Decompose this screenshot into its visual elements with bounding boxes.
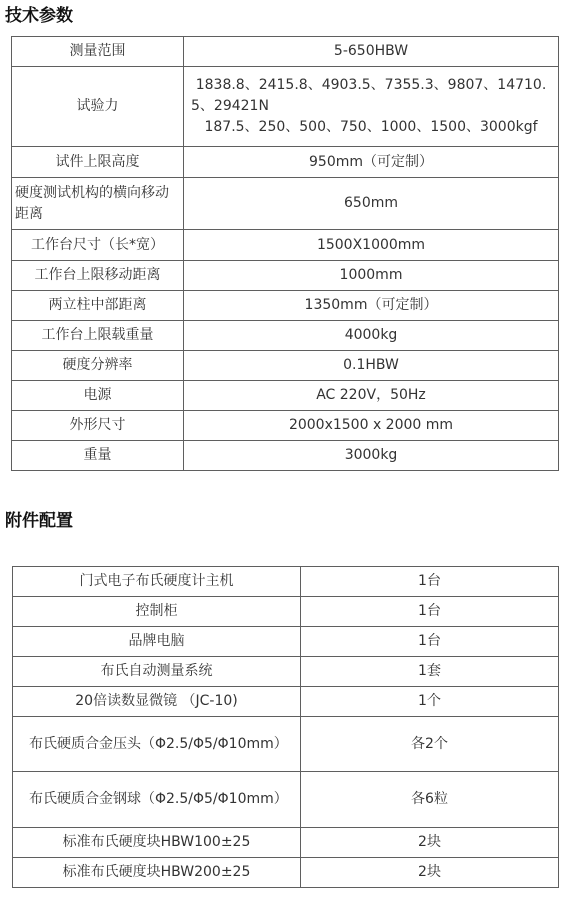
param-value: AC 220V，50Hz	[184, 381, 559, 411]
accessory-name: 布氏自动测量系统	[13, 657, 301, 687]
accessory-name: 标准布氏硬度块HBW100±25	[13, 828, 301, 858]
param-value-line: 187.5、250、500、750、1000、1500、3000kgf	[204, 119, 538, 135]
param-value: 650mm	[184, 178, 559, 230]
table-row	[12, 411, 559, 441]
param-name: 重量	[12, 441, 184, 471]
param-name: 电源	[12, 381, 184, 411]
table-row	[12, 441, 559, 471]
param-name: 硬度测试机构的横向移动距离	[12, 178, 184, 230]
table-row	[12, 178, 559, 230]
param-value-line: 1838.8、2415.8、4903.5、7355.3、9807、14710.	[195, 77, 547, 93]
table-row	[13, 687, 559, 717]
param-value: 1000mm	[184, 261, 559, 291]
accessory-qty: 2块	[301, 858, 559, 888]
accessory-qty: 1台	[301, 627, 559, 657]
accessory-name: 品牌电脑	[13, 627, 301, 657]
accessory-name: 布氏硬质合金压头（Φ2.5/Φ5/Φ10mm）	[13, 717, 301, 772]
table-row	[13, 657, 559, 687]
param-name: 试验力	[12, 67, 184, 147]
table-row	[12, 321, 559, 351]
accessory-qty: 1台	[301, 597, 559, 627]
param-value: 2000x1500 x 2000 mm	[184, 411, 559, 441]
table-row	[13, 567, 559, 597]
accessory-qty: 各2个	[301, 717, 559, 772]
param-name: 测量范围	[12, 37, 184, 67]
accessory-name: 门式电子布氏硬度计主机	[13, 567, 301, 597]
accessory-qty: 2块	[301, 828, 559, 858]
table-row	[12, 261, 559, 291]
table-row	[12, 147, 559, 178]
table-row	[12, 381, 559, 411]
param-name: 工作台上限移动距离	[12, 261, 184, 291]
table-row	[12, 37, 559, 67]
param-value	[184, 67, 559, 147]
param-value: 1350mm（可定制）	[184, 291, 559, 321]
param-value: 3000kg	[184, 441, 559, 471]
param-value: 950mm（可定制）	[184, 147, 559, 178]
table-row	[12, 67, 559, 147]
accessory-qty: 1套	[301, 657, 559, 687]
param-name: 工作台尺寸（长*宽）	[12, 230, 184, 261]
table-row	[13, 858, 559, 888]
param-value: 0.1HBW	[184, 351, 559, 381]
accessory-qty: 各6粒	[301, 772, 559, 828]
accessory-qty: 1台	[301, 567, 559, 597]
param-value: 1500X1000mm	[184, 230, 559, 261]
param-name: 工作台上限载重量	[12, 321, 184, 351]
param-name: 硬度分辨率	[12, 351, 184, 381]
tech-params-table	[11, 36, 559, 471]
table-row	[13, 627, 559, 657]
accessory-qty: 1个	[301, 687, 559, 717]
tech-params-title: 技术参数	[5, 6, 73, 26]
param-name: 两立柱中部距离	[12, 291, 184, 321]
table-row	[13, 772, 559, 828]
param-value: 4000kg	[184, 321, 559, 351]
param-value-line: 5、29421N	[191, 98, 269, 114]
param-value: 5-650HBW	[184, 37, 559, 67]
param-name: 试件上限高度	[12, 147, 184, 178]
table-row	[13, 717, 559, 772]
param-name: 外形尺寸	[12, 411, 184, 441]
accessories-title: 附件配置	[5, 511, 73, 531]
table-row	[12, 291, 559, 321]
accessory-name: 布氏硬质合金钢球（Φ2.5/Φ5/Φ10mm）	[13, 772, 301, 828]
table-row	[12, 230, 559, 261]
accessory-name: 控制柜	[13, 597, 301, 627]
table-row	[13, 597, 559, 627]
table-row	[13, 828, 559, 858]
table-row	[12, 351, 559, 381]
accessories-table	[12, 566, 559, 888]
accessory-name: 标准布氏硬度块HBW200±25	[13, 858, 301, 888]
accessory-name: 20倍读数显微镜 （JC-10)	[13, 687, 301, 717]
